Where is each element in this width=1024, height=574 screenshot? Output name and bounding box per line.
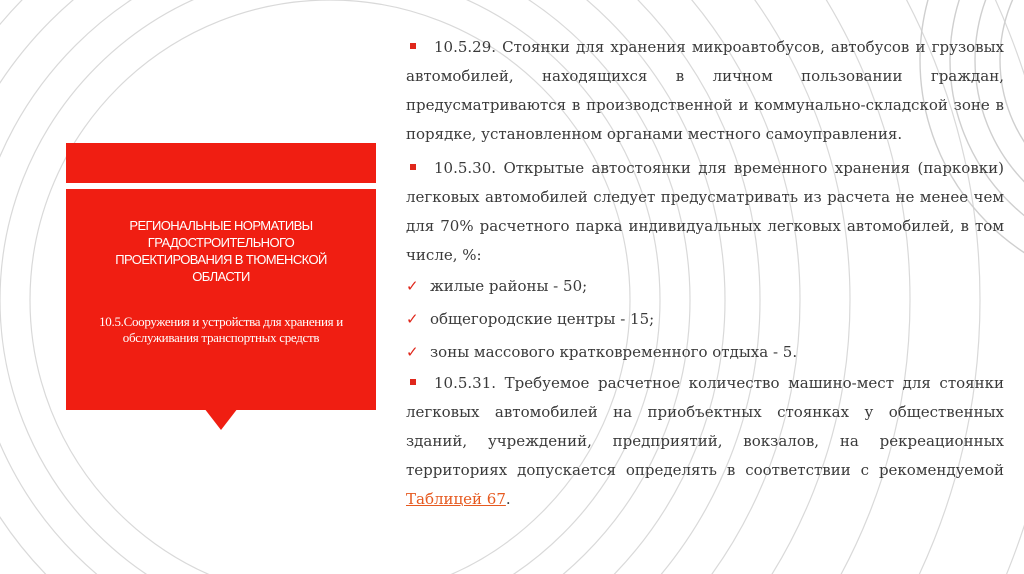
checkmark-icon: ✓ xyxy=(406,310,419,328)
panel-title: РЕГИОНАЛЬНЫЕ НОРМАТИВЫ ГРАДОСТРОИТЕЛЬНОГО ПРОЕКТИРОВАНИЯ В ТЮМЕНСКОЙ ОБЛАСТИ xyxy=(115,218,327,284)
table-67-link[interactable]: Таблицей 67 xyxy=(406,490,506,508)
checklist xyxy=(406,270,1004,369)
checkmark-icon: ✓ xyxy=(406,277,419,295)
paragraph-10-5-29: 10.5.29. Стоянки для хранения микроавтобусов, автобусов и грузовых автомобилей, находящихся в личном пользовании граждан, предусматриваются в производственной и коммунально-складской зоне в порядке, установленном органами местного самоуправления. xyxy=(406,38,1004,143)
panel-subtitle: 10.5.Сооружения и устройства для хранения и обслуживания транспортных средств xyxy=(99,314,343,345)
list-item: ✓ зоны массового кратковременного отдыха - 5. xyxy=(406,336,1004,369)
content-column xyxy=(406,33,1004,514)
list-item: ✓ общегородские центры - 15; xyxy=(406,303,1004,336)
panel-notch xyxy=(204,408,238,430)
paragraph-10-5-30: 10.5.30. Открытые автостоянки для временного хранения (парковки) легковых автомобилей следует предусматривать из расчета не менее чем для 70% расчетного парка индивидуальных легковых автомобилей, в том числе, %: xyxy=(406,159,1004,264)
square-bullet-icon xyxy=(410,379,416,385)
panel-top-strip xyxy=(66,143,376,183)
list-item: ✓ жилые районы - 50; xyxy=(406,270,1004,303)
square-bullet-icon xyxy=(410,164,416,170)
square-bullet-icon xyxy=(410,43,416,49)
paragraph-10-5-31: 10.5.31. Требуемое расчетное количество машино-мест для стоянки легковых автомобилей на приобъектных стоянках у общественных зданий, учреждений, предприятий, вокзалов, на рекреационных территориях допускается определять в соответствии с рекомендуемой Таблицей 67. xyxy=(406,374,1004,508)
checkmark-icon: ✓ xyxy=(406,343,419,361)
